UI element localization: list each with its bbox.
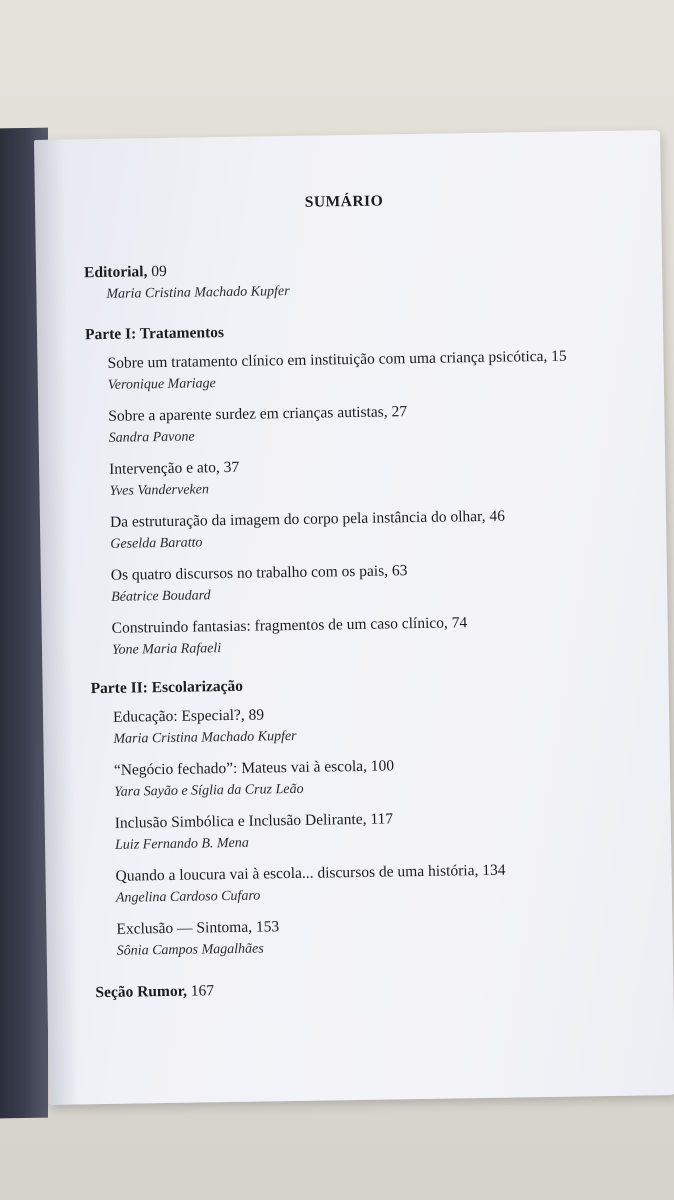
entry-title: “Negócio fechado”: Mateus vai à escola, 100 (113, 757, 395, 779)
entry-author: Yves Vanderveken (109, 482, 210, 499)
toc-part-2 (90, 672, 634, 963)
book-page (34, 130, 674, 1105)
entry-author: Yone Maria Rafaeli (111, 641, 222, 658)
entry-author: Luiz Fernando B. Mena (114, 835, 249, 853)
toc-entry (111, 609, 630, 662)
entry-author: Sandra Pavone (108, 429, 195, 446)
toc-entry (111, 556, 630, 609)
entry-title: Quando a loucura vai à escola... discursos de uma história, 134 (115, 861, 506, 885)
toc-entry (114, 751, 633, 804)
entry-title: Sobre a aparente surdez em crianças autistas, 27 (108, 403, 408, 425)
entry-title: Da estruturação da imagem do corpo pela instância do olhar, 46 (109, 507, 506, 531)
entry-author: Béatrice Boudard (111, 588, 211, 605)
editorial-label: Editorial, (83, 263, 148, 282)
toc-entry (115, 804, 634, 857)
toc-entry (109, 450, 628, 503)
entry-title: Intervenção e ato, 37 (109, 458, 240, 478)
entry-author: Geselda Baratto (110, 535, 203, 552)
entry-title: Os quatro discursos no trabalho com os pais, 63 (110, 562, 408, 584)
toc-secao-rumor (95, 973, 635, 1004)
secao-rumor-label: Seção Rumor, (95, 982, 188, 1002)
toc-editorial (84, 253, 625, 306)
entry-author: Yara Sayão e Síglia da Cruz Leão (114, 781, 304, 800)
entry-author: Maria Cristina Machado Kupfer (113, 728, 297, 747)
table-of-contents (83, 189, 636, 1004)
entry-title: Exclusão — Sintoma, 153 (116, 918, 280, 938)
part-1-heading: Parte I: Tratamentos (84, 324, 225, 344)
toc-part-1 (85, 318, 630, 662)
entry-title: Construindo fantasias: fragmentos de um caso clínico, 74 (111, 614, 468, 637)
entry-title: Inclusão Simbólica e Inclusão Delirante, 117 (114, 810, 394, 832)
toc-entry (115, 857, 634, 910)
editorial-page: 09 (147, 262, 167, 281)
entry-title: Sobre um tratamento clínico em instituição com uma criança psicótica, 15 (107, 347, 567, 372)
toc-title: SUMÁRIO (304, 192, 384, 211)
secao-rumor-page: 167 (186, 982, 215, 1000)
entry-author: Veronique Mariage (107, 376, 216, 393)
toc-entry (113, 698, 632, 751)
editorial-author: Maria Cristina Machado Kupfer (106, 284, 290, 302)
toc-entry (108, 397, 627, 450)
entry-author: Angelina Cardoso Cufaro (115, 888, 261, 906)
entry-title: Educação: Especial?, 89 (112, 706, 265, 726)
toc-entry (107, 344, 626, 397)
part-2-heading: Parte II: Escolarização (90, 677, 244, 698)
toc-entry (116, 910, 635, 963)
entry-author: Sônia Campos Magalhães (116, 941, 264, 959)
toc-entry (110, 503, 629, 556)
